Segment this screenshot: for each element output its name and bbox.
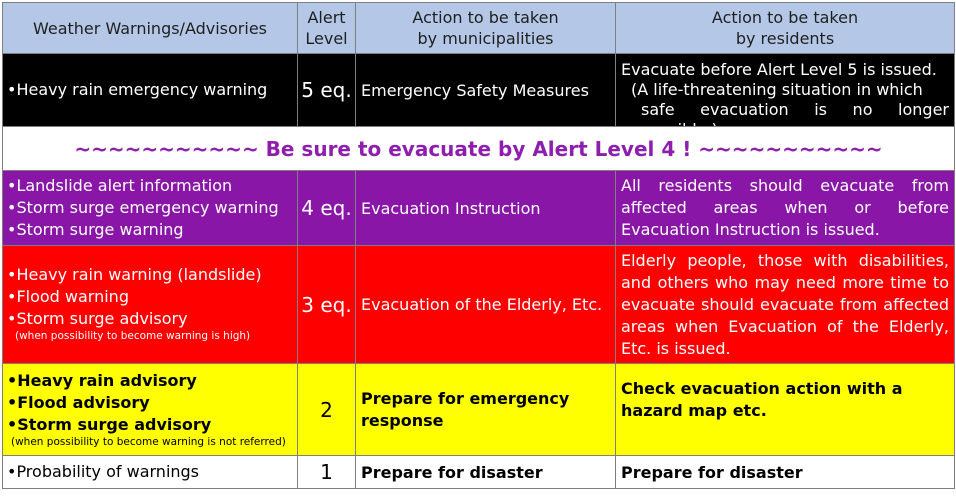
level1-resident-text: Prepare for disaster xyxy=(621,462,803,482)
level3-warning-note: (when possibility to become warning is high) xyxy=(15,330,251,342)
header-municipal-action xyxy=(355,2,616,54)
level3-municipal-text: Evacuation of the Elderly, Etc. xyxy=(361,295,603,314)
level3-resident-action xyxy=(615,245,955,364)
header-warnings-label: Weather Warnings/Advisories xyxy=(32,18,268,38)
level4-warning-item: •Landslide alert information xyxy=(7,176,233,195)
header-alert-label-1: Alert xyxy=(307,8,346,27)
level2-resident-action xyxy=(615,363,955,456)
level5-resident-line2: (A life-threatening situation in which xyxy=(631,80,923,99)
level3-resident-text: Elderly people, those with disabilities, and others who may need more time to evacuate should evacuate from affected areas when Evacuation of the Elderly, Etc. is issued. xyxy=(621,251,949,358)
level4-resident-action xyxy=(615,170,955,246)
header-municipal-label-1: Action to be taken xyxy=(412,8,559,27)
level3-warning-item: •Heavy rain warning (landslide) xyxy=(7,265,262,284)
level5-resident-line3: safe evacuation is no longer xyxy=(641,100,949,119)
header-alert-level xyxy=(297,2,356,54)
header-municipal-label-2: by municipalities xyxy=(417,29,554,48)
level2-warning-note: (when possibility to become warning is not referred) xyxy=(11,436,286,448)
level5-municipal-action xyxy=(355,53,616,127)
level3-alert-level xyxy=(297,245,356,364)
level1-warning-item: •Probability of warnings xyxy=(7,462,200,481)
header-resident-action xyxy=(615,2,955,54)
level1-municipal-text: Prepare for disaster xyxy=(361,462,543,482)
level1-warnings xyxy=(2,455,298,489)
level5-resident-line1: Evacuate before Alert Level 5 is issued. xyxy=(621,60,937,79)
header-warnings xyxy=(2,2,298,54)
level2-warning-item: •Storm surge advisory xyxy=(7,415,212,434)
level1-level-value: 1 xyxy=(320,460,333,484)
level2-resident-text: Check evacuation action with a hazard map etc. xyxy=(621,379,903,420)
level2-municipal-action xyxy=(355,363,616,456)
header-alert-label-2: Level xyxy=(305,29,348,48)
level4-level-value: 4 eq. xyxy=(301,196,352,220)
level2-alert-level xyxy=(297,363,356,456)
level2-warnings xyxy=(2,363,298,456)
level3-municipal-action xyxy=(355,245,616,364)
level5-level-value: 5 eq. xyxy=(301,78,352,102)
level1-resident-action xyxy=(615,455,955,489)
level5-municipal-text: Emergency Safety Measures xyxy=(361,80,589,100)
level5-alert-level xyxy=(297,53,356,127)
header-resident-label-1: Action to be taken xyxy=(711,8,859,27)
level4-resident-text: All residents should evacuate from affected areas when or before Evacuation Instruction is issued. xyxy=(621,176,949,239)
level4-warning-item: •Storm surge warning xyxy=(7,220,184,239)
level4-warnings xyxy=(2,170,298,246)
level4-warning-item: •Storm surge emergency warning xyxy=(7,198,279,217)
level4-municipal-action xyxy=(355,170,616,246)
level3-level-value: 3 eq. xyxy=(301,292,352,317)
level3-warning-item: •Storm surge advisory xyxy=(7,309,188,328)
level3-warning-item: •Flood warning xyxy=(7,287,129,306)
level2-warning-item: •Heavy rain advisory xyxy=(7,371,197,390)
header-resident-label-2: by residents xyxy=(735,29,835,48)
evacuation-banner xyxy=(2,126,955,171)
level4-alert-level xyxy=(297,170,356,246)
level1-municipal-action xyxy=(355,455,616,489)
level5-resident-action xyxy=(615,53,955,127)
level5-warning-item: •Heavy rain emergency warning xyxy=(7,80,268,99)
level3-warnings xyxy=(2,245,298,364)
level2-level-value: 2 xyxy=(320,397,333,422)
level2-municipal-text: Prepare for emergency response xyxy=(361,388,570,430)
level4-municipal-text: Evacuation Instruction xyxy=(361,198,541,218)
level2-warning-item: •Flood advisory xyxy=(7,393,150,412)
level5-warnings xyxy=(2,53,298,127)
level1-alert-level xyxy=(297,455,356,489)
evacuation-banner-text: ~~~~~~~~~~~ Be sure to evacuate by Alert Level 4 ! ~~~~~~~~~~~ xyxy=(74,136,883,161)
